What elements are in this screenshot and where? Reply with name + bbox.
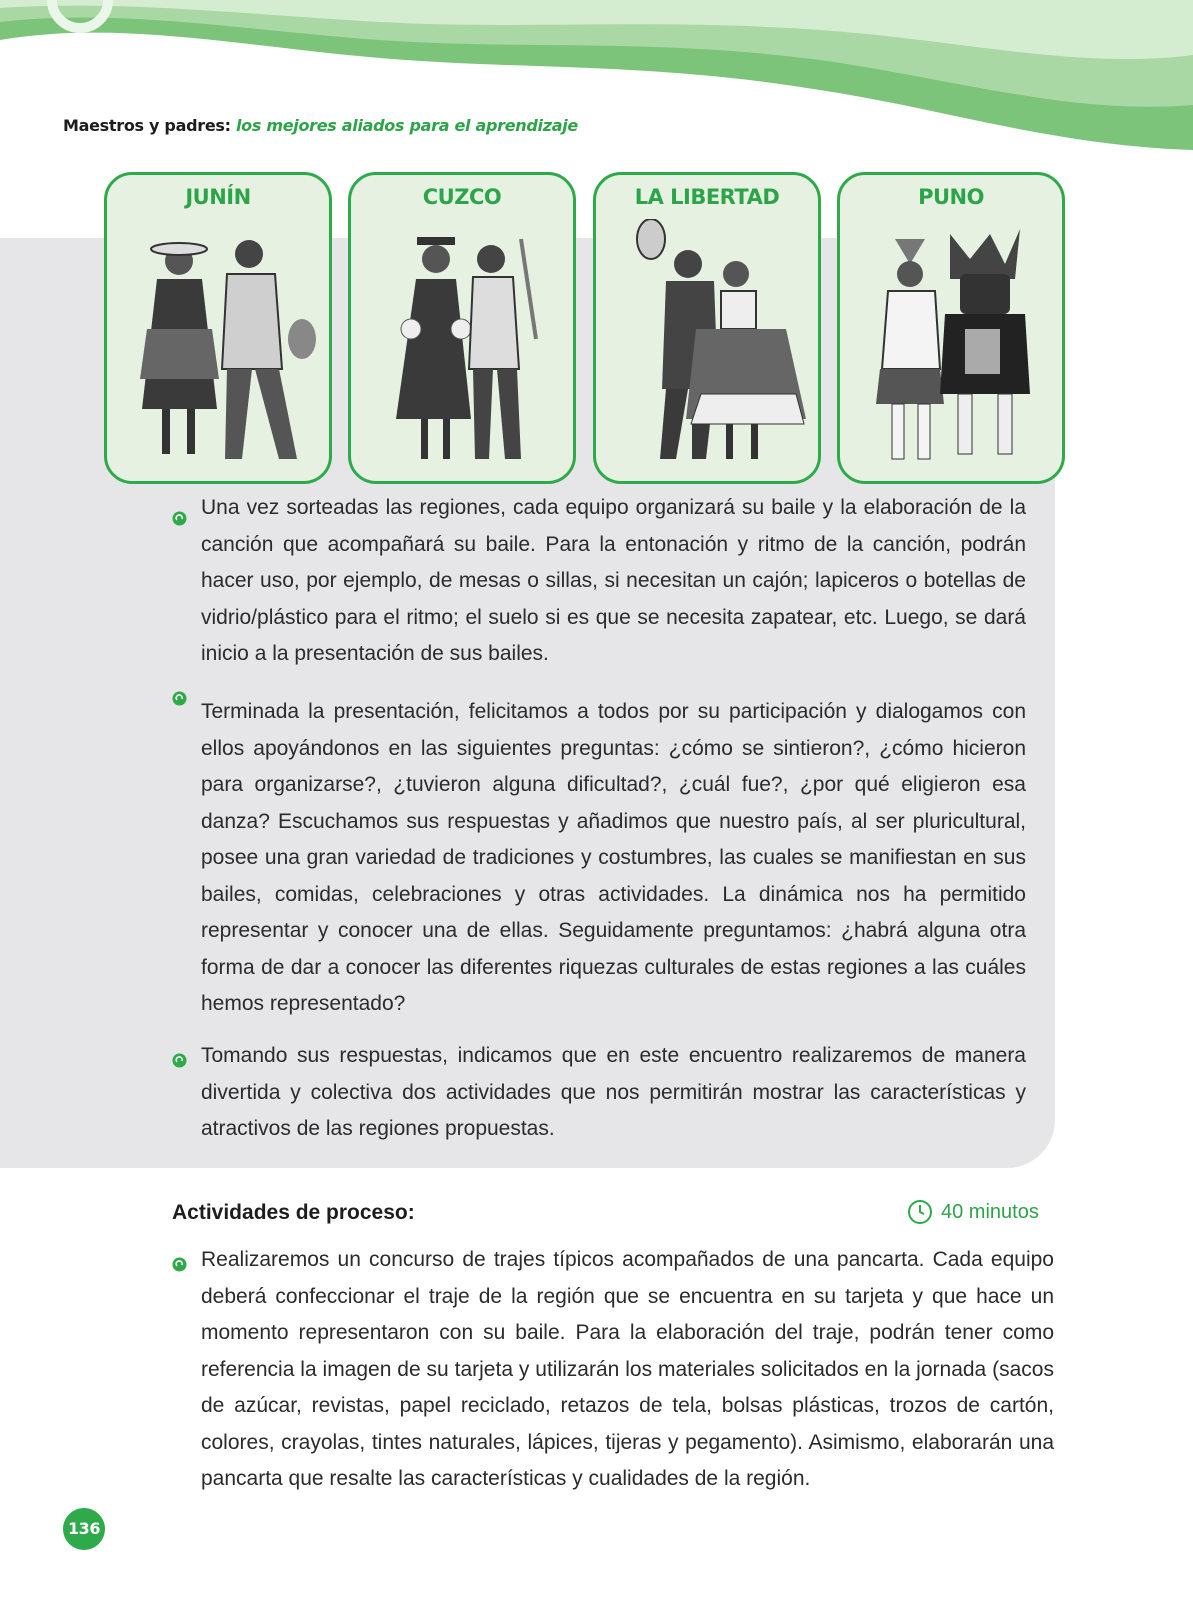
card-title: JUNÍN [185, 185, 251, 209]
header-subtitle: los mejores aliados para el aprendizaje [235, 116, 578, 135]
page-number: 136 [63, 1508, 105, 1550]
paragraph-3: Tomando sus respuestas, indicamos que en este encuentro realizaremos de manera divertida y colectiva dos actividades que nos permitirán mostrar las características y atractivos de las regiones propuestas. [201, 1044, 1026, 1140]
section-title: Actividades de proceso: [172, 1201, 415, 1224]
card-title: LA LIBERTAD [634, 185, 780, 209]
bullet-icon [172, 511, 187, 526]
paragraph-1: Una vez sorteadas las regiones, cada equipo organizará su baile y la elaboración de la canción que acompañará su baile. Para la entonación y ritmo de la canción, podrán hacer uso, por ejemplo, de mesas o sillas, si necesitan un cajón; lapiceros o botellas de vidrio/plástico para el ritmo; el suelo si es que se necesita zapatear, etc. Luego, se dará inicio a la presentación de sus bailes. [201, 496, 1026, 665]
card-puno [837, 172, 1065, 484]
card-title: PUNO [918, 185, 984, 209]
paragraph-2: Terminada la presentación, felicitamos a todos por su participación y dialogamos con ellos apoyándonos en las siguientes preguntas: ¿cómo se sintieron?, ¿cómo hicieron para organizarse?, ¿tuvieron alguna dificultad?, ¿cuál fue?, ¿por qué eligieron esa danza? Escuchamos sus respuestas y añadimos que nuestro país, al ser pluricultural, posee una gran variedad de tradiciones y costumbres, las cuales se manifiestan en sus bailes, comidas, celebraciones y otras actividades. La dinámica nos ha permitido representar y conocer una de ellas. Seguidamente preguntamos: ¿habrá alguna otra forma de dar a conocer las diferentes riquezas culturales de estas regiones a las cuáles hemos representado? [201, 700, 1026, 1015]
card-title: CUZCO [422, 185, 502, 209]
card-junin [104, 172, 332, 484]
card-la-libertad [593, 172, 821, 484]
region-cards [104, 172, 1084, 488]
cuzco-dancers-illustration [351, 219, 573, 481]
puno-dancers-illustration [840, 219, 1062, 481]
running-header [63, 116, 578, 135]
bullet-icon [172, 691, 187, 706]
process-paragraph: Realizaremos un concurso de trajes típicos acompañados de una pancarta. Cada equipo deberá confeccionar el traje de la región que se encuentra en su tarjeta y que hace un momento representaron con su baile. Para la elaboración del traje, podrán tener como referencia la imagen de su tarjeta y utilizarán los materiales solicitados en la jornada (sacos de azúcar, revistas, papel reciclado, retazos de tela, bolsas plásticas, trozos de cartón, colores, crayolas, tintes naturales, lápices, tijeras y pegamento). Asimismo, elaborarán una pancarta que resalte las características y cualidades de la región. [201, 1248, 1054, 1490]
header-title: Maestros y padres: [63, 116, 231, 135]
bullet-icon [172, 1257, 187, 1272]
card-cuzco [348, 172, 576, 484]
time-indicator [907, 1198, 1039, 1226]
junin-dancers-illustration [107, 219, 329, 481]
time-label: 40 minutos [941, 1200, 1039, 1223]
clock-icon [907, 1199, 933, 1225]
bullet-icon [172, 1053, 187, 1068]
la-libertad-dancers-illustration [596, 219, 818, 481]
header-wave-decoration [0, 0, 1193, 160]
